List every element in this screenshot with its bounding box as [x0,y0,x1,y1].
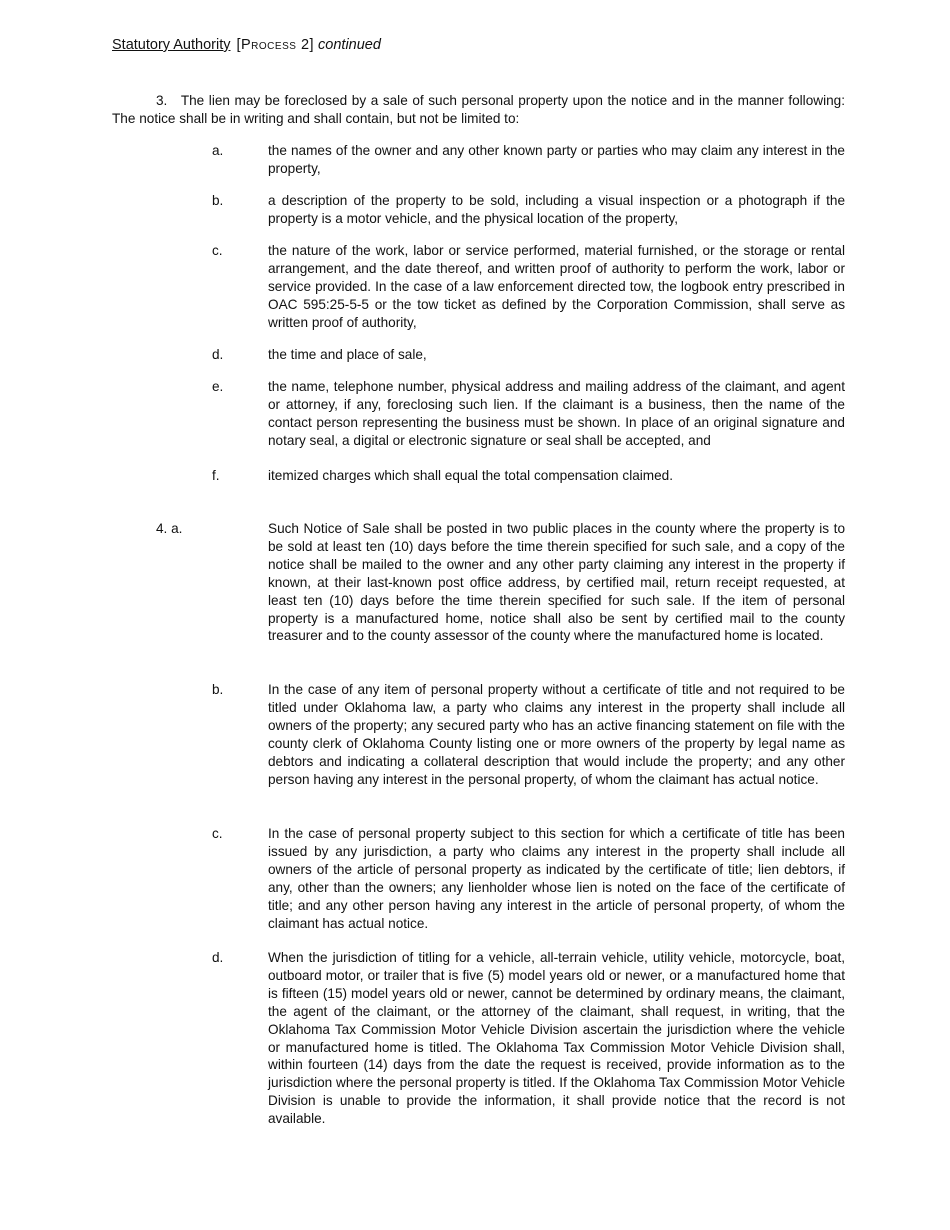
list-text: Such Notice of Sale shall be posted in two public places in the county where the property is to be sold at least ten (10) days before the time therein specified for such sale, and a copy of the notice shall be mailed to the owner and any other party claiming any interest in the property if known, at their last-known post office address, by certified mail, return receipt requested, at least ten (10) days before the time therein specified for such sale. If the item of personal property is a manufactured home, notice shall also be sent by certified mail to the county treasurer and to the county assessor of the county where the manufactured home is located. [268,521,845,644]
list-text: a description of the property to be sold, including a visual inspection or a photograph if the property is a motor vehicle, and the physical location of the property, [268,193,845,226]
list-label: c. [212,243,223,258]
list-text: the name, telephone number, physical address and mailing address of the claimant, and agent or attorney, if any, foreclosing such lien. If the claimant is a business, then the name of the contact person representing the business must be shown. In place of an original signature and notary seal, a digital or electronic signature or seal shall be accepted, and [268,379,845,448]
list-text: When the jurisdiction of titling for a vehicle, all-terrain vehicle, utility vehicle, motorcycle, boat, outboard motor, or trailer that is five (5) model years old or newer, or a manufactured home that is fifteen (15) model years old or newer, cannot be determined by ordinary means, the claimant, the agent of the claimant, or the attorney of the claimant, shall request, in writing, that the Oklahoma Tax Commission Motor Vehicle Division ascertain the jurisdiction where the vehicle or manufactured home is titled. The Oklahoma Tax Commission Motor Vehicle Division shall, within fourteen (14) days from the date the request is received, provide information as to the jurisdiction where the personal property is titled. If the Oklahoma Tax Commission Motor Vehicle Division is unable to provide the information, it shall provide notice that the record is not available. [268,950,845,1127]
list-label: c. [212,826,223,841]
list-text: the time and place of sale, [268,347,427,362]
header-statutory-authority: Statutory Authority [112,37,231,53]
page-header [112,36,381,54]
list-label: 4. a. [156,521,183,536]
list-label: d. [212,347,224,362]
list-label: d. [212,950,224,965]
list-text: itemized charges which shall equal the total compensation claimed. [268,468,674,483]
list-text: the nature of the work, labor or service performed, material furnished, or the storage or rental arrangement, and the date thereof, and written proof of authority to perform the work, labor or service provided. In the case of a law enforcement directed tow, the logbook entry prescribed in OAC 595:25-5-5 or the tow ticket as defined by the Corporation Commission, shall serve as written proof of authority, [268,243,845,330]
list-text: the names of the owner and any other known party or parties who may claim any interest in the property, [268,143,845,176]
paragraph-3-number: 3. [156,93,168,108]
list-label: b. [212,193,224,208]
paragraph-3 [112,92,845,128]
list-label: a. [212,143,224,158]
list-label: f. [212,468,220,483]
list-label: e. [212,379,224,394]
paragraph-3-text: The lien may be foreclosed by a sale of such personal property upon the notice and in the manner following: The notice shall be in writing and shall contain, but not be limited to: [112,93,845,126]
list-label: b. [212,682,224,697]
header-continued: continued [318,37,381,53]
list-text: In the case of personal property subject to this section for which a certificate of title has been issued by any jurisdiction, a party who claims any interest in the property shall include all owners of the article of personal property as indicated by the certificate of title; lien debtors, if any, other than the owners; any lienholder whose lien is noted on the face of the certificate of title; and any other person having any interest in the article of personal property, of whom the claimant has actual notice. [268,826,845,931]
header-process: [Process 2] [236,37,315,53]
list-text: In the case of any item of personal property without a certificate of title and not required to be titled under Oklahoma law, a party who claims any interest in the property shall include all owners of the property; any secured party who has an active financing statement on file with the county clerk of Oklahoma County listing one or more owners of the property by legal name as debtors and indicating a collateral description that would include the property; and any other person having any interest in the personal property, of whom the claimant has actual notice. [268,682,845,787]
